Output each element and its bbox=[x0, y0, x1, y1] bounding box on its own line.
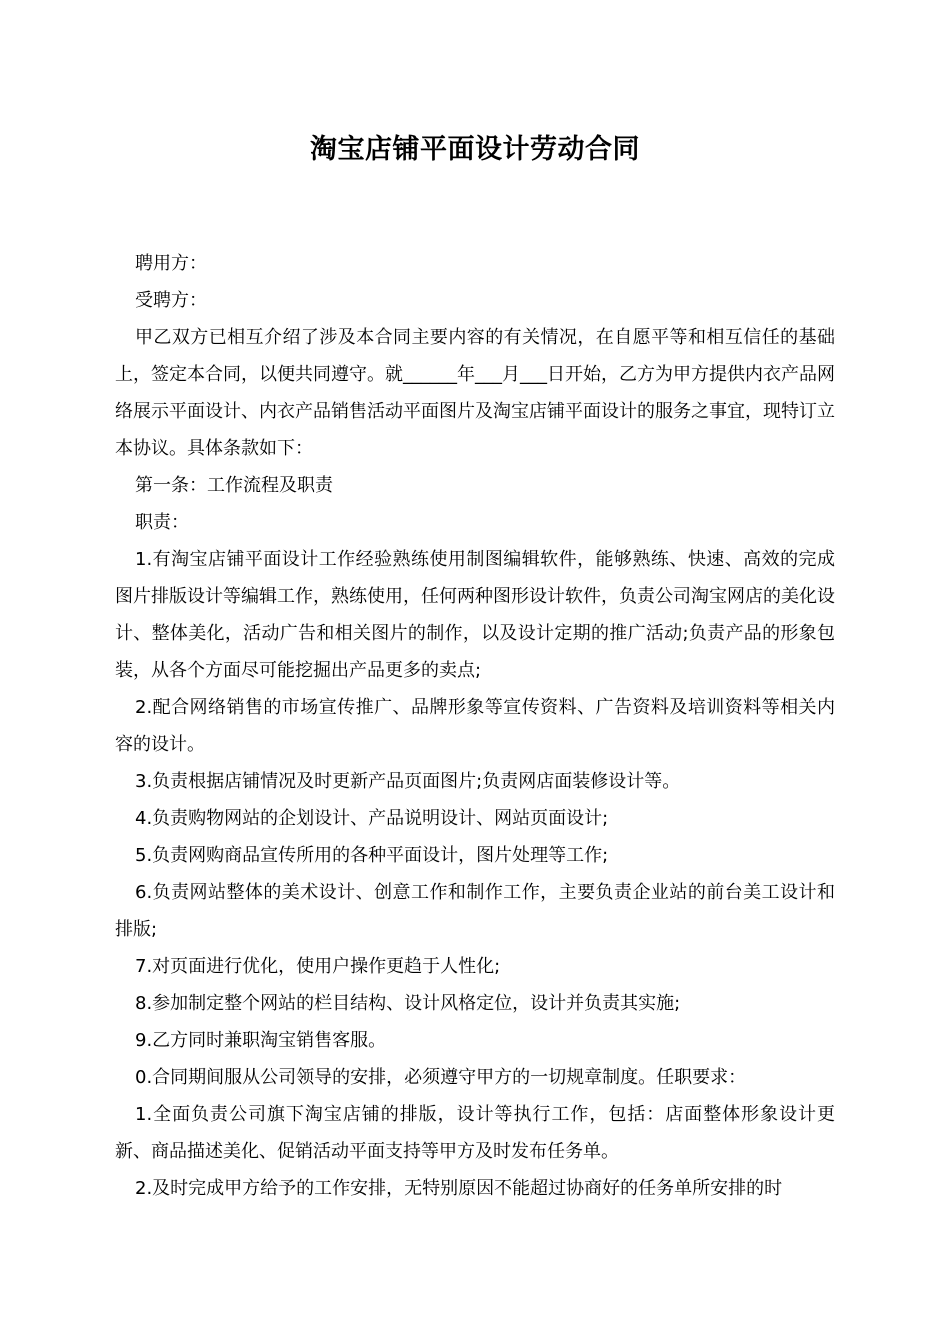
paragraph-duty-2: 2.配合网络销售的市场宣传推广、品牌形象等宣传资料、广告资料及培训资料等相关内容的设计。 bbox=[115, 697, 835, 755]
paragraph-requirement-2: 2.及时完成甲方给予的工作安排，无特别原因不能超过协商好的任务单所安排的时 bbox=[135, 1178, 783, 1199]
paragraph-preamble: 甲乙双方已相互介绍了涉及本合同主要内容的有关情况，在自愿平等和相互信任的基础上，签定本合同，以便共同遵守。就______年___月___日开始，乙方为甲方提供内衣产品网络展示平面设计、内衣产品销售活动平面图片及淘宝店铺平面设计的服务之事宜，现特订立本协议。具体条款如下： bbox=[115, 327, 835, 459]
paragraph-duty-9: 9.乙方同时兼职淘宝销售客服。 bbox=[135, 1030, 387, 1051]
paragraph-article-one-heading: 第一条：工作流程及职责 bbox=[135, 475, 333, 496]
paragraph-employer: 聘用方： bbox=[135, 253, 207, 274]
paragraph-duties-heading: 职责： bbox=[135, 512, 189, 533]
paragraph-duty-4: 4.负责购物网站的企划设计、产品说明设计、网站页面设计; bbox=[135, 808, 609, 829]
document-title: 淘宝店铺平面设计劳动合同 bbox=[310, 134, 640, 165]
paragraph-duty-0: 0.合同期间服从公司领导的安排，必须遵守甲方的一切规章制度。任职要求： bbox=[135, 1067, 747, 1088]
document-body bbox=[115, 245, 835, 1207]
paragraph-duty-3: 3.负责根据店铺情况及时更新产品页面图片;负责网店面装修设计等。 bbox=[135, 771, 681, 792]
paragraph-requirement-1: 1.全面负责公司旗下淘宝店铺的排版，设计等执行工作，包括：店面整体形象设计更新、商品描述美化、促销活动平面支持等甲方及时发布任务单。 bbox=[115, 1104, 835, 1162]
paragraph-duty-8: 8.参加制定整个网站的栏目结构、设计风格定位，设计并负责其实施; bbox=[135, 993, 681, 1014]
paragraph-employee: 受聘方： bbox=[135, 290, 207, 311]
paragraph-duty-6: 6.负责网站整体的美术设计、创意工作和制作工作，主要负责企业站的前台美工设计和排版; bbox=[115, 882, 835, 940]
paragraph-duty-7: 7.对页面进行优化，使用户操作更趋于人性化; bbox=[135, 956, 501, 977]
paragraph-duty-5: 5.负责网购商品宣传所用的各种平面设计，图片处理等工作; bbox=[135, 845, 609, 866]
paragraph-duty-1: 1.有淘宝店铺平面设计工作经验熟练使用制图编辑软件，能够熟练、快速、高效的完成图片排版设计等编辑工作，熟练使用，任何两种图形设计软件，负责公司淘宝网店的美化设计、整体美化，活动广告和相关图片的制作，以及设计定期的推广活动;负责产品的形象包装，从各个方面尽可能挖掘出产品更多的卖点; bbox=[115, 549, 835, 681]
